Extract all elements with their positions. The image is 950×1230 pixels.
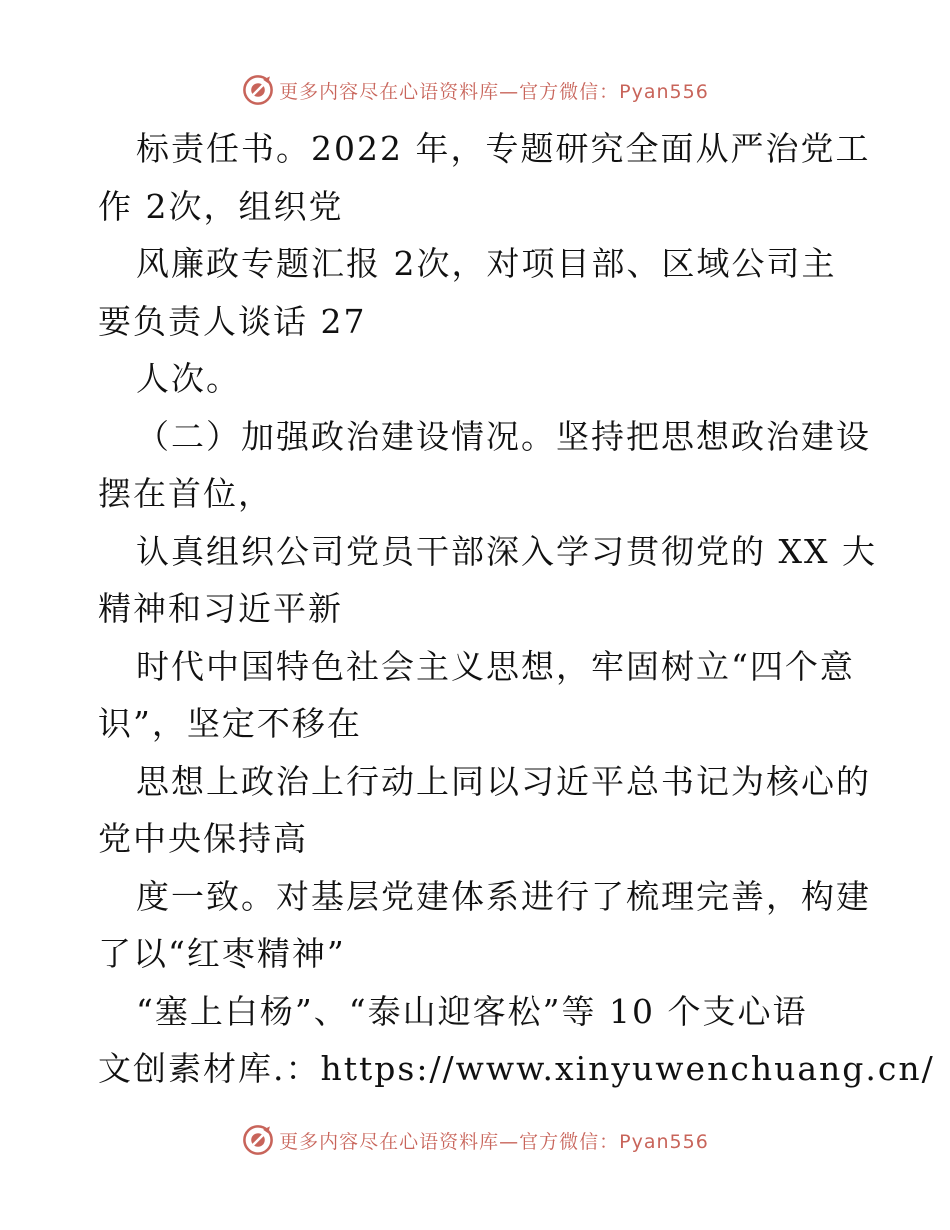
watermark-text: 更多内容尽在心语资料库—官方微信：Pyan556 bbox=[279, 80, 709, 103]
text-line: 度一致。对基层党建体系进行了梳理完善，构建 bbox=[136, 876, 871, 916]
text-line-with-link: 文创素材库.：https://www.xinyuwenchuang.cn/ bbox=[98, 1049, 935, 1088]
text-line: 党中央保持高 bbox=[98, 819, 308, 858]
text-line: 标责任书。2022 年，专题研究全面从严治党工 bbox=[136, 129, 871, 168]
text-line: “塞上白杨”、“泰山迎客松”等 10 个支心语 bbox=[136, 991, 808, 1031]
page-footer-watermark bbox=[0, 1120, 950, 1160]
text-line: 人次。 bbox=[136, 359, 241, 398]
text-line: 摆在首位， bbox=[98, 474, 273, 513]
brand-logo-icon bbox=[241, 1123, 275, 1157]
text-line: 精神和习近平新 bbox=[98, 589, 343, 628]
document-body bbox=[98, 120, 935, 1098]
page-header-watermark bbox=[0, 70, 950, 110]
text-line: （二）加强政治建设情况。坚持把思想政治建设 bbox=[136, 416, 871, 456]
text-line: 识”，坚定不移在 bbox=[98, 704, 362, 743]
text-line: 风廉政专题汇报 2次，对项目部、区域公司主 bbox=[136, 244, 837, 283]
text-line: 认真组织公司党员干部深入学习贯彻党的 XX 大 bbox=[136, 531, 877, 571]
text-line: 思想上政治上行动上同以习近平总书记为核心的 bbox=[136, 761, 871, 801]
watermark-text: 更多内容尽在心语资料库—官方微信：Pyan556 bbox=[279, 1130, 709, 1153]
brand-logo-icon bbox=[241, 73, 275, 107]
text-line: 要负责人谈话 27 bbox=[98, 301, 367, 341]
text-line: 时代中国特色社会主义思想，牢固树立“四个意 bbox=[136, 646, 855, 686]
text-line: 作 2次，组织党 bbox=[98, 186, 344, 226]
text-line: 了以“红枣精神” bbox=[98, 934, 346, 973]
